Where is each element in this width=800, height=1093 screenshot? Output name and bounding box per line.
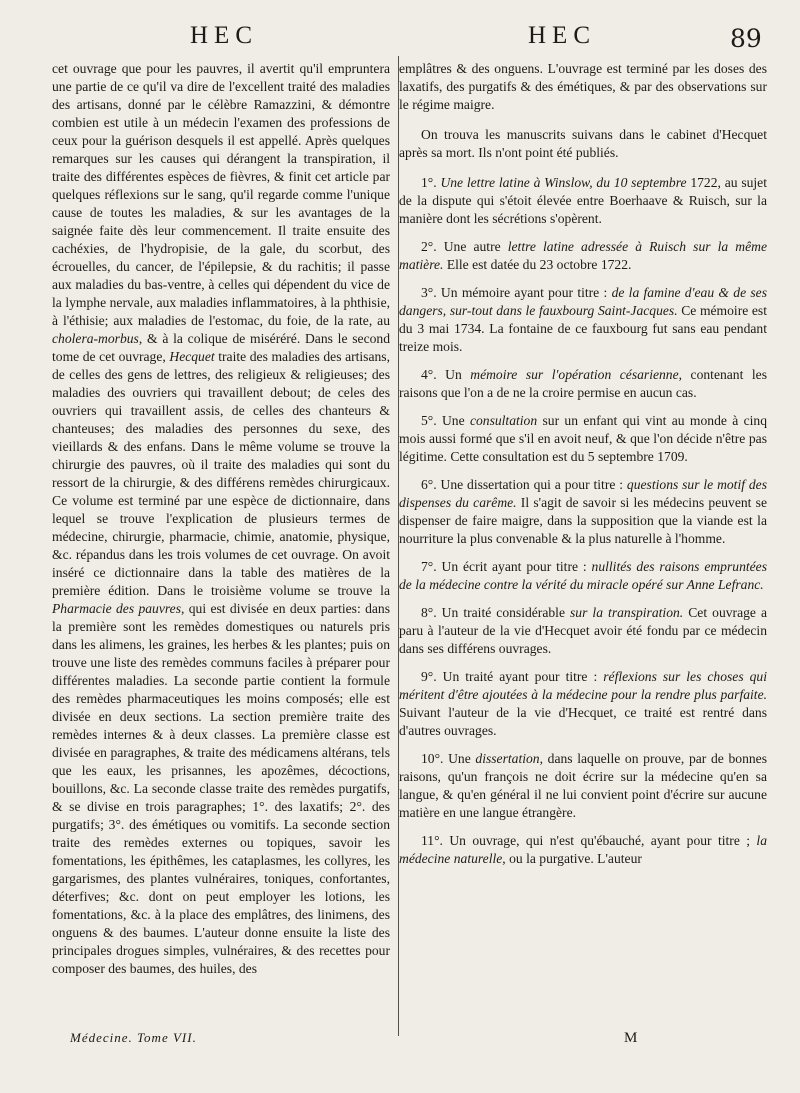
left-column	[52, 60, 390, 978]
entry-number: 6°.	[421, 477, 437, 492]
entry-text: Une dissertation qui a pour titre :	[436, 477, 627, 492]
manuscript-entry	[399, 174, 767, 228]
footer-volume: Médecine. Tome VII.	[70, 1030, 197, 1045]
manuscript-entry	[399, 832, 767, 868]
entry-text: , dans laquelle on prouve, par de bonnes raisons, qu'un françois ne doit écrire sur la médecine qu'en sa langue, & qu'en général il ne lui convient point d'écrire sur aucune matière en une langue étrangère.	[399, 751, 767, 820]
entry-number: 9°.	[421, 669, 437, 684]
entry-text: 1722, au sujet de la dispute qui s'étoit élevée entre Boerhaave & Ruisch, sur la manière dont les sécrétions s'opèrent.	[399, 175, 767, 226]
entry-text: sur un enfant qui vint au monde à cinq mois aussi formé que s'il en avoit neuf, & que l'on décide n'être pas légitime. Cette consultation est du 5 septembre 1709.	[399, 413, 767, 464]
manuscript-entry	[399, 238, 767, 274]
entry-number: 1°.	[421, 175, 437, 190]
entry-title: réflexions sur les choses qui méritent d'être ajoutées à la médecine pour la rendre plus parfaite.	[399, 669, 767, 702]
entry-text: Une autre	[436, 239, 508, 254]
entry-text: Un mémoire ayant pour titre :	[436, 285, 612, 300]
manuscript-entry	[399, 366, 767, 402]
entry-text: Cet ouvrage a paru à l'auteur de la vie d'Hecquet avoir été fondu par ce médecin dans ses différens ouvrages.	[399, 605, 768, 656]
running-head-left: HEC	[190, 22, 258, 49]
entry-title: mémoire sur l'opération césarienne	[470, 367, 679, 382]
entry-number: 3°.	[421, 285, 437, 300]
entry-text: Un traité ayant pour titre :	[436, 669, 604, 684]
manuscript-entry	[399, 604, 767, 658]
entry-title: la médecine naturelle	[399, 833, 767, 866]
page-number: 89	[730, 24, 762, 53]
entry-title: dissertation	[475, 751, 540, 766]
entry-title: Une lettre latine à Winslow, du 10 septembre	[440, 175, 687, 190]
entry-number: 5°.	[421, 413, 437, 428]
entry-text: Un écrit ayant pour titre :	[436, 559, 592, 574]
entry-text: Il s'agit de savoir si les médecins peuvent se dispenser de faire maigre, dans la supposition que la viande est la nourriture la plus convenable & la plus naturelle à l'homme.	[399, 495, 767, 546]
entry-text: Un traité considérable	[436, 605, 571, 620]
entry-title: questions sur le motif des dispenses du carême.	[399, 477, 768, 510]
manuscript-entry	[399, 284, 767, 356]
entry-number: 2°.	[421, 239, 437, 254]
entry-text: , ou la purgative. L'auteur	[502, 851, 642, 866]
footer-signature: M	[624, 1030, 638, 1046]
running-head-right: HEC	[528, 22, 596, 49]
manuscript-entry	[399, 476, 767, 548]
manuscripts-list	[399, 174, 767, 868]
entry-text: Elle est datée du 23 octobre 1722.	[443, 257, 632, 272]
entry-text: Une	[436, 413, 470, 428]
entry-number: 10°.	[421, 751, 444, 766]
entry-text: Ce mémoire est du 3 mai 1734. La fontaine de ce fauxbourg fut sans eau pendant treize mois.	[399, 303, 767, 354]
entry-title: consultation	[469, 413, 538, 428]
entry-text: Un	[436, 367, 471, 382]
page-header	[0, 22, 800, 58]
entry-title: de la famine d'eau & de ses dangers, sur-tout dans le fauxbourg Saint-Jacques.	[399, 285, 767, 318]
entry-number: 8°.	[421, 605, 437, 620]
entry-title: sur la transpiration.	[570, 605, 684, 620]
entry-title: lettre latine adressée à Ruisch sur la même matière.	[399, 239, 768, 272]
right-column	[399, 60, 767, 878]
entry-text: , contenant les raisons que l'on a de ne la croire permise en aucun cas.	[399, 367, 767, 400]
manuscript-entry	[399, 558, 767, 594]
entry-number: 4°.	[421, 367, 437, 382]
left-column-text: cet ouvrage que pour les pauvres, il avertit qu'il empruntera une partie de ce qu'il va dire de l'excellent traité des maladies des artisans, donné par le célèbre Ramazzini, & démontre combien est utile à un médecin l'examen des professions de ceux pour la guérison desquels il est appellé. Après quelques remarques sur les causes qui dérangent la transpiration, il traite des différentes espèces de fièvres, & finit cet article par quelques réflexions sur le sang, qu'il regarde comme l'unique cause de toutes les maladies, & sur les avantages de la saignée faite dès leur commencement. Il traite ensuite des cachéxies, de l'hydropisie, de la gale, du scorbut, des écrouelles, du cancer, de l'épilepsie, & du rachitis; il passe aux maladies du bas-ventre, à celles qui dépendent du vice de la lymphe nervale, aux maladies inflammatoires, à la phthisie, à l'éthisie; aux maladies de l'estomac, du foie, de la rate, au cholera-morbus, & à la colique de miséréré. Dans le second tome de cet ouvrage, Hecquet traite des maladies des artisans, de celles des gens de lettres, des religieux & religieuses; des maladies des ouvriers qui travaillent debout; de celes des ouvriers qui travaillent assis, de celles des chanteurs & chanteuses; des maladies des personnes du sexe, des vieillards & des enfans. Dans le même volume se trouve la chirurgie des pauvres, où il traite des maladies qui sont du ressort de la chirurgie, & des différens remèdes chirurgicaux. Ce volume est terminé par une espèce de dictionnaire, dans lequel se trouve l'explication de plusieurs termes de médecine, chirurgie, pharmacie, chimie, anatomie, physique, &c. répandus dans les trois volumes de cet ouvrage. On avoit inséré ce dictionnaire dans la table des matières de la première édition. Dans le troisième volume se trouve la Pharmacie des pauvres, qui est divisée en deux parties: dans la première sont les remèdes domestiques ou naturels pris dans les alimens, les graines, les herbes & les plantes; puis on trouve une liste des remèdes communs faciles à préparer pour différentes maladies. La seconde partie contient la formule des remèdes pharmaceutiques les moins composés; elle est divisée en deux sections. La section première traite des remèdes internes & à deux classes. La première classe est divisée en paragraphes, & traite des médicamens altérans, tels que les eaux, les prisannes, les apozêmes, décoctions, bouillons, &c. La seconde classe traite des remèdes purgatifs, & se divise en trois paragraphes; 1°. des laxatifs; 2°. des purgatifs; 3°. des émétiques ou vomitifs. La seconde section traite des remèdes externes ou topiques, savoir les fomentations, les épithêmes, les cataplasmes, les collyres, les gargarismes, des plantes vulnéraires, toniques, confortantes, déterfives; &c. dont on peut employer les lotions, les fomentations, &c. à la place des emplâtres, des linimens, des onguens & des baumes. L'auteur donne ensuite la liste des principales drogues simples, vulnéraires, & des recettes pour composer des baumes, des huiles, des	[52, 61, 390, 976]
manuscript-entry	[399, 750, 767, 822]
manuscripts-intro: On trouva les manuscrits suivans dans le cabinet d'Hecquet après sa mort. Ils n'ont point été publiés.	[399, 127, 767, 160]
manuscript-entry	[399, 668, 767, 740]
entry-text: Suivant l'auteur de la vie d'Hecquet, ce traité est rentré dans d'autres ouvrages.	[399, 705, 767, 738]
entry-text: Un ouvrage, qui n'est qu'ébauché, ayant pour titre ;	[442, 833, 757, 848]
manuscript-entry	[399, 412, 767, 466]
entry-number: 11°.	[421, 833, 443, 848]
entry-text: Une	[443, 751, 476, 766]
entry-title: nullités des raisons empruntées de la médecine contre la vérité du miracle opéré sur Anne Lefranc.	[399, 559, 767, 592]
right-column-continuation: emplâtres & des onguens. L'ouvrage est terminé par les doses des laxatifs, des purgatifs & des émétiques, & par des observations sur le régime maigre.	[399, 61, 767, 112]
entry-number: 7°.	[421, 559, 437, 574]
